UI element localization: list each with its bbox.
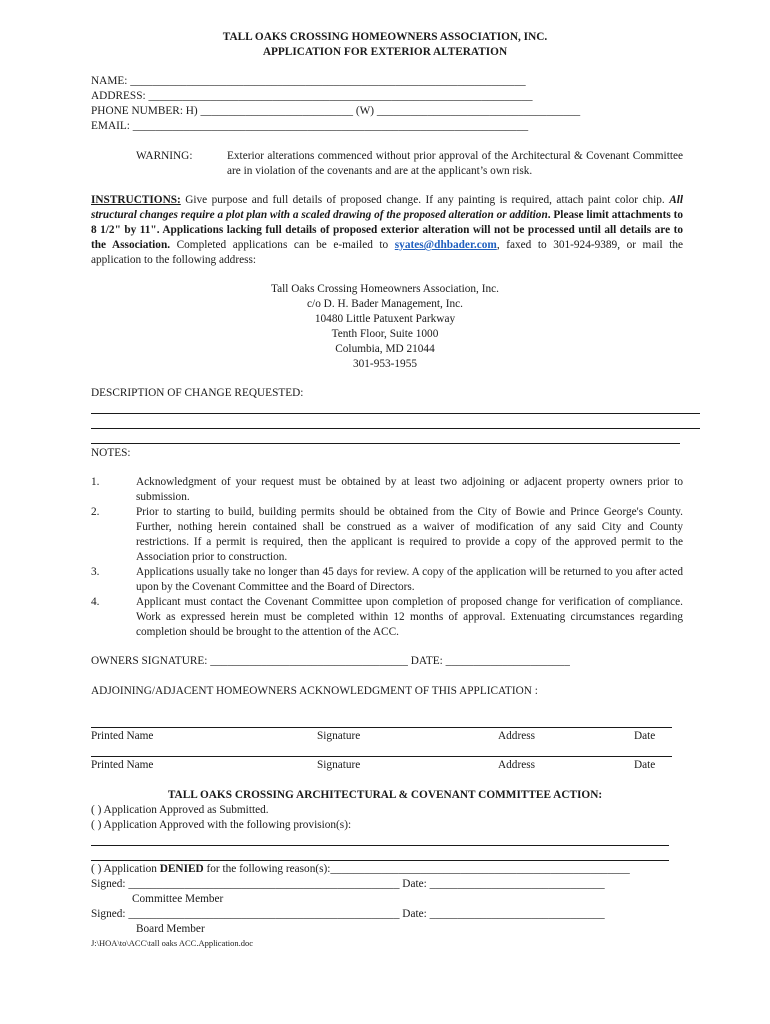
address-line: Tall Oaks Crossing Homeowners Association, Inc. xyxy=(271,283,499,295)
committee-member-label: Committee Member xyxy=(132,893,224,905)
adjoining-heading: ADJOINING/ADJACENT HOMEOWNERS ACKNOWLEDGMENT OF THIS APPLICATION : xyxy=(91,685,538,697)
note-number: 2. xyxy=(91,506,100,518)
address-field[interactable]: ADDRESS: ____________________________________________________________________ xyxy=(91,90,533,102)
description-line[interactable] xyxy=(91,428,700,429)
date-label: Date xyxy=(634,730,656,742)
address-line: 10480 Little Patuxent Parkway xyxy=(314,313,456,325)
address-line: 301-953-1955 xyxy=(352,358,417,370)
description-line[interactable] xyxy=(91,413,700,414)
note-number: 3. xyxy=(91,566,100,578)
note-text: Applicant must contact the Covenant Committee upon completion of proposed change for verification of compliance. Work as expressed herein must be completed within 12 months of approval. Extenuating circumstances regarding completion should be brought to the attention of the ACC. xyxy=(136,596,683,638)
description-label: DESCRIPTION OF CHANGE REQUESTED: xyxy=(91,387,304,399)
description-line[interactable] xyxy=(91,443,680,444)
committee-member-signature[interactable]: Signed: ________________________________________________ Date: _______________________________ xyxy=(91,878,605,890)
instructions-paragraph: INSTRUCTIONS: Give purpose and full details of proposed change. If any painting is required, attach paint color chip. All structural changes require a plot plan with a scaled drawing of the proposed alteration or addition. Please limit attachments to 8 1/2" by 11". Applications lacking full details of proposed exterior alteration will not be processed until all details are to the Association. Completed applications can be e-mailed to syates@dhbader.com, faxed to 301-924-9389, or mail the application to the following address: xyxy=(91,194,683,266)
committee-heading: TALL OAKS CROSSING ARCHITECTURAL & COVENANT COMMITTEE ACTION: xyxy=(167,789,603,801)
note-number: 4. xyxy=(91,596,100,608)
provision-line[interactable] xyxy=(91,845,669,846)
note-text: Applications usually take no longer than 45 days for review. A copy of the application will be returned to you after acted upon by the Covenant Committee and the Board of Directors. xyxy=(136,566,683,593)
signature-label: Signature xyxy=(317,759,361,771)
date-label: Date xyxy=(634,759,656,771)
address-line: Tenth Floor, Suite 1000 xyxy=(331,328,439,340)
board-member-label: Board Member xyxy=(136,923,205,935)
instructions-heading: INSTRUCTIONS: xyxy=(91,194,181,206)
adjoining-signature-line[interactable] xyxy=(91,756,672,757)
address-line: c/o D. H. Bader Management, Inc. xyxy=(307,298,463,310)
notes-label: NOTES: xyxy=(91,447,131,459)
approved-with-provisions-checkbox[interactable]: ( ) Application Approved with the following provision(s): xyxy=(91,819,352,831)
printed-name-label: Printed Name xyxy=(91,759,154,771)
signature-label: Signature xyxy=(317,730,361,742)
name-field[interactable]: NAME: ______________________________________________________________________ xyxy=(91,75,526,87)
denied-checkbox[interactable]: ( ) Application DENIED for the following reason(s):_____________________________________________________ xyxy=(91,863,630,875)
email-field[interactable]: EMAIL: ______________________________________________________________________ xyxy=(91,120,529,132)
form-title: APPLICATION FOR EXTERIOR ALTERATION xyxy=(262,46,508,58)
provision-line[interactable] xyxy=(91,860,669,861)
address-label: Address xyxy=(498,730,536,742)
note-number: 1. xyxy=(91,476,100,488)
approved-checkbox[interactable]: ( ) Application Approved as Submitted. xyxy=(91,804,269,816)
contact-email-link[interactable]: syates@dhbader.com xyxy=(394,239,497,251)
address-line: Columbia, MD 21044 xyxy=(335,343,435,355)
association-title: TALL OAKS CROSSING HOMEOWNERS ASSOCIATION, INC. xyxy=(222,31,548,43)
address-label: Address xyxy=(498,759,536,771)
warning-label: WARNING: xyxy=(136,150,193,162)
adjoining-signature-line[interactable] xyxy=(91,727,672,728)
printed-name-label: Printed Name xyxy=(91,730,154,742)
file-path-footer: J:\HOA\to\ACC\tall oaks ACC.Application.doc xyxy=(91,938,253,948)
phone-field[interactable]: PHONE NUMBER: H) ___________________________ (W) ____________________________________ xyxy=(91,105,581,117)
board-member-signature[interactable]: Signed: ________________________________________________ Date: _______________________________ xyxy=(91,908,605,920)
warning-text: Exterior alterations commenced without prior approval of the Architectural & Covenant Committee are in violation of the covenants and are at the applicant’s own risk. xyxy=(227,150,683,177)
note-text: Prior to starting to build, building permits should be obtained from the City of Bowie and Prince George's County. Further, nothing herein contained shall be construed as a waiver of modification of any said City and County restrictions. If a permit is required, then the applicant is required to provide a copy of the approved permit to the Association prior to construction. xyxy=(136,506,683,563)
owner-signature-field[interactable]: OWNERS SIGNATURE: ___________________________________ DATE: ______________________ xyxy=(91,655,570,667)
note-text: Acknowledgment of your request must be obtained by at least two adjoining or adjacent property owners prior to submission. xyxy=(136,476,683,503)
